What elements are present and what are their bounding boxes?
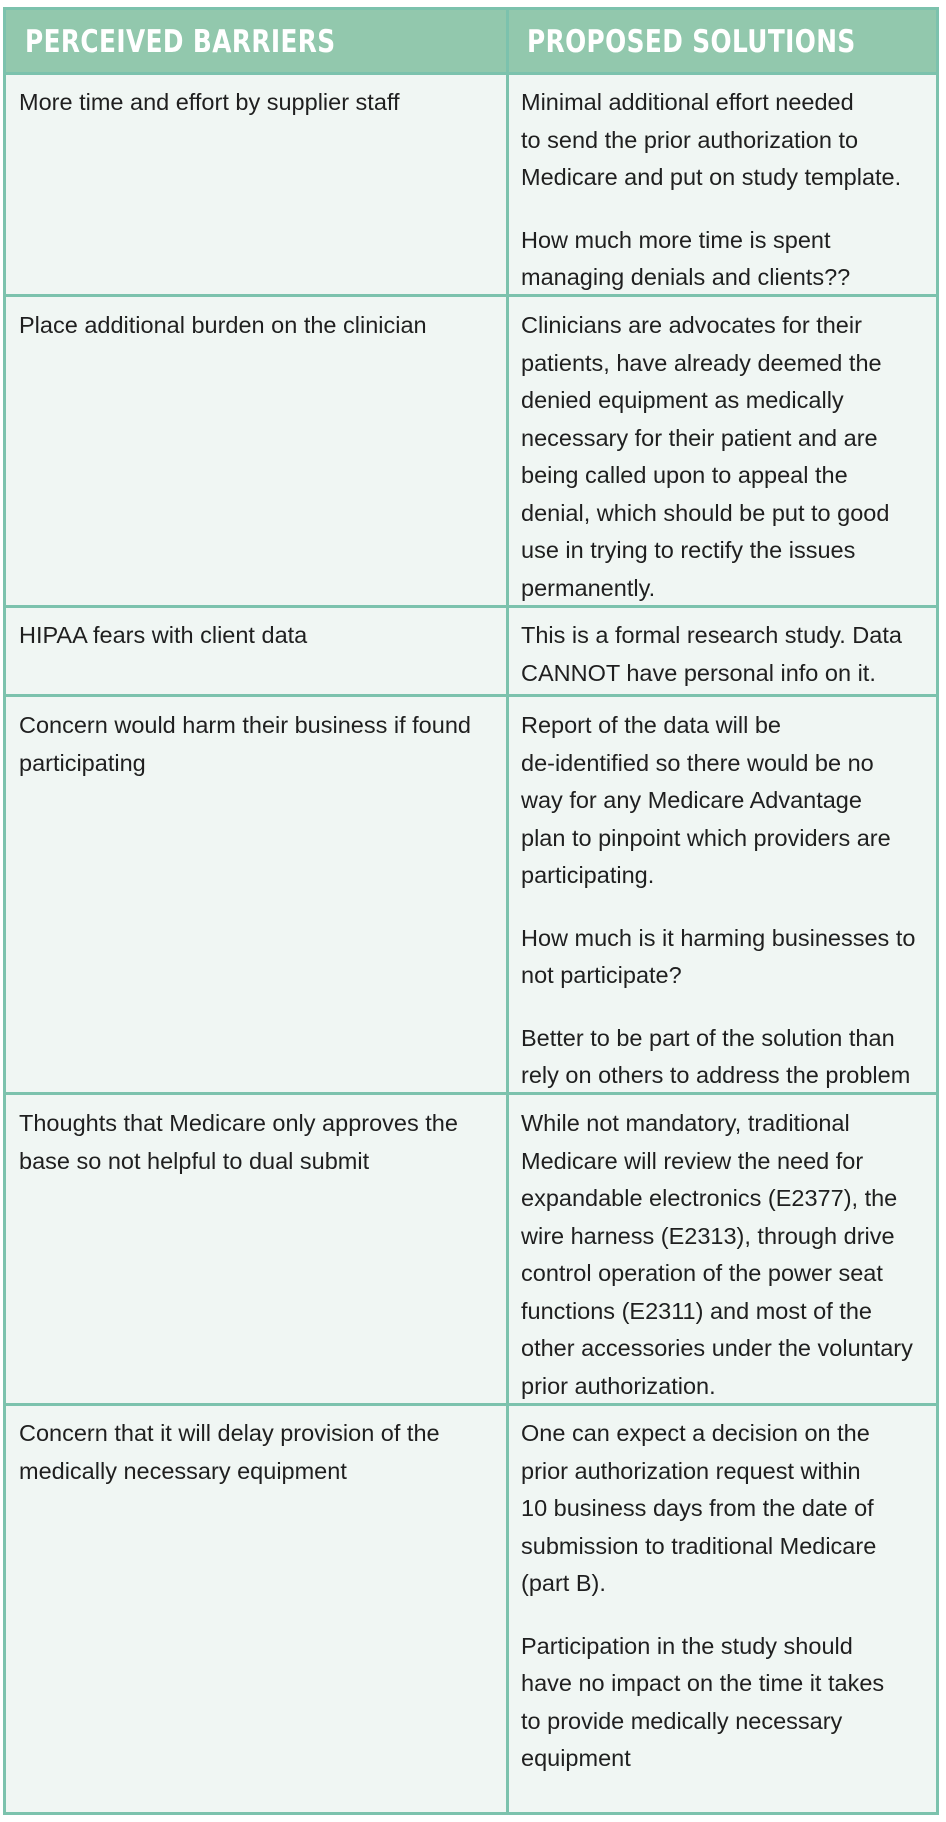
- table-row-4-barrier: [19, 707, 499, 782]
- solution-paragraph: Better to be part of the solution than rely on others to address the problem: [521, 1024, 911, 1088]
- table-header: [6, 10, 936, 75]
- barrier-text: HIPAA fears with client data: [19, 622, 308, 648]
- solution-paragraph: One can expect a decision on the prior authorization request within 10 business days from the date of submission to traditional Medicare (part B).: [521, 1420, 877, 1596]
- table-row-1-barrier: [19, 84, 499, 122]
- table-row-2-solution: [521, 307, 933, 607]
- solution-paragraph: Clinicians are advocates for their patients, have already deemed the denied equipment as medically necessary for their patient and are being called upon to appeal the denial, which should be put to good use in trying to rectify the issues permanently.: [521, 312, 890, 601]
- table-row-3-barrier: [19, 617, 499, 655]
- table-row-4-solution: [521, 707, 933, 1095]
- solution-paragraph: How much is it harming businesses to not participate?: [521, 924, 916, 988]
- solution-paragraph: How much more time is spent managing denials and clients??: [521, 226, 851, 290]
- column-divider: [506, 10, 509, 1815]
- table-row-1-solution: [521, 84, 933, 297]
- barrier-text: Concern would harm their business if found participating: [19, 712, 471, 776]
- row-divider: [6, 694, 936, 697]
- table-row-3-solution: [521, 617, 933, 692]
- row-divider: [6, 72, 936, 75]
- table-row-6-barrier: [19, 1415, 499, 1490]
- header-perceived-barriers: PERCEIVED BARRIERS: [25, 24, 336, 60]
- solution-paragraph: Minimal additional effort needed to send the prior authorization to Medicare and put on study template.: [521, 89, 902, 190]
- barrier-text: Place additional burden on the clinician: [19, 312, 427, 338]
- barrier-text: Thoughts that Medicare only approves the base so not helpful to dual submit: [19, 1110, 458, 1174]
- barriers-solutions-table: [3, 7, 939, 1815]
- header-proposed-solutions: PROPOSED SOLUTIONS: [527, 24, 856, 60]
- solution-paragraph: Report of the data will be de-identified so there would be no way for any Medicare Advantage plan to pinpoint which providers are participating.: [521, 712, 891, 888]
- solution-paragraph: Participation in the study should have no impact on the time it takes to provide medically necessary equipment: [521, 1632, 885, 1771]
- solution-paragraph: This is a formal research study. Data CANNOT have personal info on it.: [521, 622, 902, 686]
- table-row-6-solution: [521, 1415, 933, 1778]
- table-row-2-barrier: [19, 307, 499, 345]
- table-row-5-solution: [521, 1105, 933, 1405]
- barrier-text: Concern that it will delay provision of the medically necessary equipment: [19, 1420, 440, 1484]
- table-row-5-barrier: [19, 1105, 499, 1180]
- barrier-text: More time and effort by supplier staff: [19, 89, 400, 115]
- solution-paragraph: While not mandatory, traditional Medicare will review the need for expandable electronics (E2377), the wire harness (E2313), through drive control operation of the power seat functions (E2311) and most of the other accessories under the voluntary prior authorization.: [521, 1110, 913, 1399]
